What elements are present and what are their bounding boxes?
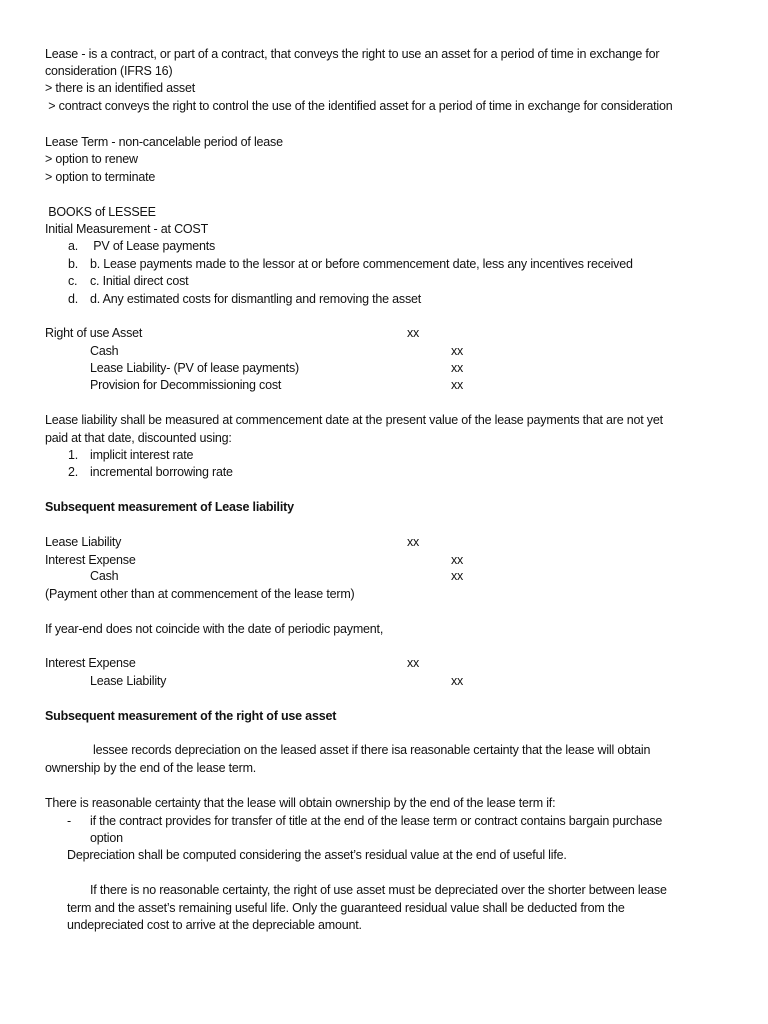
paragraph-line: There is reasonable certainty that the lease will obtain ownership by the end of the lease term if: <box>45 796 556 810</box>
debit-amount: xx <box>407 326 420 340</box>
journal-credit-account: Cash <box>90 344 119 358</box>
credit-amount: xx <box>451 378 464 392</box>
list-item: PV of Lease payments <box>90 239 216 253</box>
paragraph-line: term and the asset’s remaining useful life. Only the guaranteed residual value shall be deducted from the <box>67 901 625 915</box>
list-marker: c. <box>68 274 78 288</box>
bullet-marker: - <box>67 814 71 828</box>
list-marker: a. <box>68 239 79 253</box>
list-marker: b. <box>68 257 79 271</box>
journal-debit-account: Right of use Asset <box>45 326 143 340</box>
books-heading: BOOKS of LESSEE <box>45 205 156 219</box>
journal-note: (Payment other than at commencement of the lease term) <box>45 587 355 601</box>
credit-amount: xx <box>451 569 464 583</box>
list-item: implicit interest rate <box>90 448 194 462</box>
section-heading: Subsequent measurement of Lease liability <box>45 500 294 514</box>
bullet-item-cont: option <box>90 831 123 845</box>
paragraph-line: If there is no reasonable certainty, the right of use asset must be depreciated over the shorter between lease <box>90 883 667 897</box>
lease-term-line3: > option to terminate <box>45 170 156 184</box>
paragraph-line: lessee records depreciation on the leased asset if there isa reasonable certainty that the lease will obtain <box>93 743 651 757</box>
credit-amount: xx <box>451 553 464 567</box>
list-item: b. Lease payments made to the lessor at or before commencement date, less any incentives received <box>90 257 633 271</box>
lease-definition-line2: consideration (IFRS 16) <box>45 64 173 78</box>
lease-term-line2: > option to renew <box>45 152 138 166</box>
lease-liability-line1: Lease liability shall be measured at commencement date at the present value of the lease payments that are not yet <box>45 413 663 427</box>
debit-amount: xx <box>407 535 420 549</box>
list-marker: 1. <box>68 448 79 462</box>
list-item: c. Initial direct cost <box>90 274 189 288</box>
bullet-item: if the contract provides for transfer of title at the end of the lease term or contract contains bargain purchase <box>90 814 663 828</box>
paragraph-line: ownership by the end of the lease term. <box>45 761 257 775</box>
credit-amount: xx <box>451 361 464 375</box>
credit-amount: xx <box>451 344 464 358</box>
journal-debit-account: Lease Liability <box>45 535 122 549</box>
paragraph-line: undepreciated cost to arrive at the depreciable amount. <box>67 918 362 932</box>
journal-credit-account: Lease Liability <box>90 674 167 688</box>
debit-amount: xx <box>407 656 420 670</box>
credit-amount: xx <box>451 674 464 688</box>
year-end-intro: If year-end does not coincide with the date of periodic payment, <box>45 622 384 636</box>
lease-liability-line2: paid at that date, discounted using: <box>45 431 232 445</box>
initial-measurement: Initial Measurement - at COST <box>45 222 209 236</box>
journal-debit-account: Interest Expense <box>45 553 136 567</box>
journal-credit-account: Cash <box>90 569 119 583</box>
journal-credit-account: Provision for Decommissioning cost <box>90 378 282 392</box>
list-marker: d. <box>68 292 79 306</box>
journal-credit-account: Lease Liability- (PV of lease payments) <box>90 361 299 375</box>
lease-term-line1: Lease Term - non-cancelable period of lease <box>45 135 283 149</box>
depreciation-note: Depreciation shall be computed considering the asset’s residual value at the end of useful life. <box>67 848 567 862</box>
journal-debit-account: Interest Expense <box>45 656 136 670</box>
section-heading: Subsequent measurement of the right of use asset <box>45 709 337 723</box>
lease-definition-line1: Lease - is a contract, or part of a contract, that conveys the right to use an asset for a period of time in exchange for <box>45 47 660 61</box>
lease-definition-line4: > contract conveys the right to control the use of the identified asset for a period of time in exchange for consideration <box>45 99 673 113</box>
lease-definition-line3: > there is an identified asset <box>45 81 195 95</box>
list-item: d. Any estimated costs for dismantling and removing the asset <box>90 292 422 306</box>
list-item: incremental borrowing rate <box>90 465 233 479</box>
list-marker: 2. <box>68 465 79 479</box>
